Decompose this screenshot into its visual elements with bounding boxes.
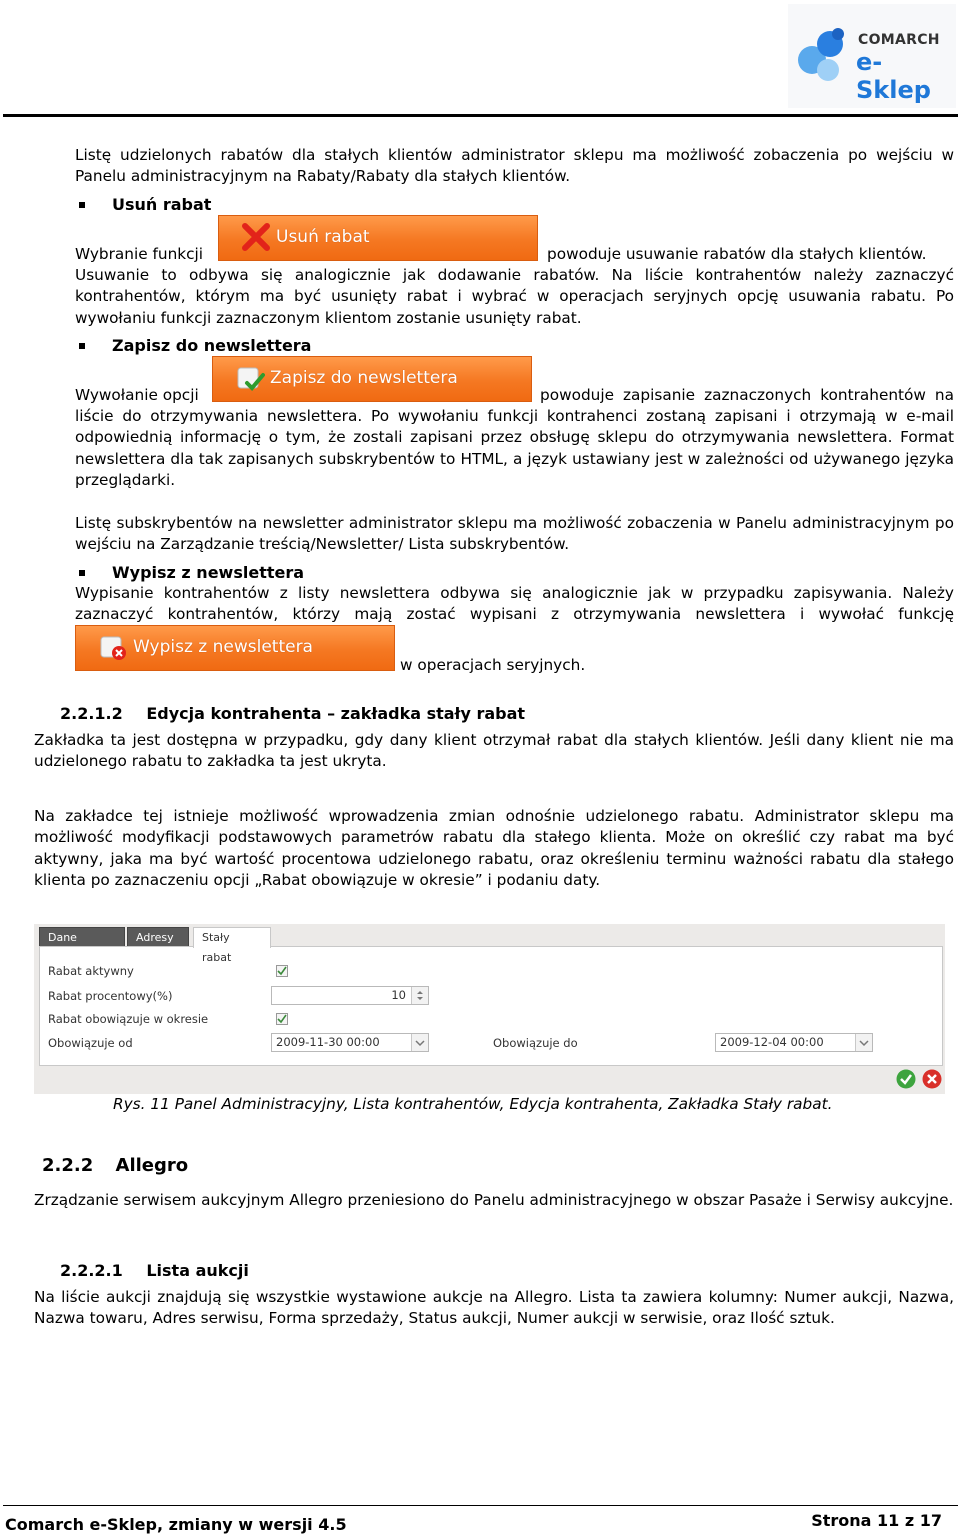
heading-title: Lista aukcji xyxy=(146,1261,249,1280)
heading-title: Allegro xyxy=(115,1155,189,1176)
heading-title: Edycja kontrahenta – zakładka stały rabat xyxy=(146,704,526,723)
date-to-field[interactable] xyxy=(715,1033,873,1052)
close-icon xyxy=(241,222,271,252)
label-rabat-okres: Rabat obowiązuje w okresie xyxy=(48,1012,209,1026)
label-obowiazuje-od: Obowiązuje od xyxy=(48,1036,133,1050)
bullet-marker xyxy=(79,343,85,349)
chevron-down-icon[interactable] xyxy=(855,1034,872,1051)
section-222-para: Zrządzanie serwisem aukcyjnym Allegro przeniesiono do Panelu administracyjnego w obszar Pasaże i Serwisy aukcyjne. xyxy=(34,1191,954,1209)
bullet-usun-rabat xyxy=(112,194,211,216)
bullet-label: Usuń rabat xyxy=(112,195,212,214)
zapisz-newsletter-button[interactable] xyxy=(212,356,532,402)
chevron-down-icon[interactable] xyxy=(411,1034,428,1051)
bullet-label: Wypisz z newslettera xyxy=(112,563,305,582)
zapisz-intro-text: Wywołanie opcji xyxy=(75,386,199,404)
label-obowiazuje-do: Obowiązuje do xyxy=(493,1036,578,1050)
section-2221-para: Na liście aukcji znajdują się wszystkie wystawione aukcje na Allegro. Lista ta zawiera kolumny: Numer aukcji, Nazwa, Nazwa towaru, Adres serwisu, Forma sprzedaży, Status aukcji, Numer aukcji w serwisie, oraz Ilość sztuk. xyxy=(34,1288,954,1328)
check-icon xyxy=(277,966,287,976)
zapisz-paragraph: liście do otrzymywania newslettera. Po wywołaniu funkcji kontrahenci zostaną zapisani i otrzymają w e-mail odpowiednią informację o tym, że zostali zapisani przez obsługę sklepu do otrzymywania newslettera. Format newslettera dla tak zapisanych subskrybentów to HTML, a język ustawiany jest w zależności od używanego języka przeglądarki. xyxy=(75,407,954,490)
wypisz-post-text: w operacjach seryjnych. xyxy=(400,656,586,674)
bullet-zapisz-newsletter xyxy=(112,335,311,357)
zapisz-post-text: powoduje zapisanie zaznaczonych kontrahentów na xyxy=(540,386,954,404)
label-rabat-aktywny: Rabat aktywny xyxy=(48,964,134,978)
stały-rabat-panel xyxy=(34,924,945,1094)
label-rabat-procentowy: Rabat procentowy(%) xyxy=(48,989,173,1003)
intro-paragraph: Listę udzielonych rabatów dla stałych klientów administrator sklepu ma możliwość zobaczenia po wejściu w Panelu administracyjnym na Rabaty/Rabaty dla stałych klientów. xyxy=(75,146,954,186)
newsletter-remove-icon xyxy=(98,632,128,662)
logo xyxy=(788,4,956,108)
bullet-label: Zapisz do newslettera xyxy=(112,336,312,355)
wypisz-paragraph: Wypisanie kontrahentów z listy newslettera odbywa się analogicznie jak w przypadku zapisywania. Należy zaznaczyć kontrahentów, którzy mają zostać wypisani z otrzymywania newslettera i wywołać funkcję xyxy=(75,584,954,624)
tab-adresy[interactable]: Adresy xyxy=(127,927,189,947)
wypisz-newsletter-button-label: Wypisz z newslettera xyxy=(133,637,313,657)
date-from-value: 2009-11-30 00:00 xyxy=(276,1035,380,1049)
heading-2212 xyxy=(60,703,525,725)
subscribers-paragraph: Listę subskrybentów na newsletter administrator sklepu ma możliwość zobaczenia w Panelu administracyjnym po wejściu na Zarządzanie treścią/Newsletter/ Lista subskrybentów. xyxy=(75,514,954,554)
footer-left: Comarch e-Sklep, zmiany w wersji 4.5 xyxy=(5,1515,347,1534)
heading-2221 xyxy=(60,1260,249,1282)
percent-value: 10 xyxy=(391,988,406,1002)
confirm-icon[interactable] xyxy=(896,1069,916,1089)
usun-post-text: powoduje usuwanie rabatów dla stałych klientów. xyxy=(547,245,927,263)
comarch-logo-icon xyxy=(796,20,852,90)
heading-number: 2.2.1.2 xyxy=(60,704,123,723)
bullet-marker xyxy=(79,570,85,576)
usun-intro-text: Wybranie funkcji xyxy=(75,245,204,263)
zapisz-newsletter-button-label: Zapisz do newslettera xyxy=(270,368,458,388)
cancel-icon[interactable] xyxy=(922,1069,942,1089)
heading-number: 2.2.2 xyxy=(42,1155,94,1176)
usun-rabat-button-label: Usuń rabat xyxy=(276,227,370,247)
bullet-marker xyxy=(79,202,85,208)
heading-222 xyxy=(42,1154,188,1178)
panel-form xyxy=(39,946,943,1066)
bullet-wypisz-newsletter xyxy=(112,562,304,584)
footer-rule xyxy=(3,1505,958,1506)
tab-dane-ogolne[interactable]: Dane xyxy=(39,927,125,947)
usun-rabat-button[interactable] xyxy=(218,215,538,261)
heading-number: 2.2.2.1 xyxy=(60,1261,123,1280)
section-2212-para2: Na zakładce tej istnieje możliwość wprowadzenia zmian odnośnie udzielonego rabatu. Administrator sklepu ma możliwość modyfikacji podstawowych parametrów rabatu dla stałego klienta. Może on określić czy rabat ma być aktywny, jaka ma być wartość procentowa udzielonego rabatu, oraz określeniu terminu ważności rabatu dla stałego klienta po zaznaczeniu opcji „Rabat obowiązuje w okresie” i podaniu daty. xyxy=(34,807,954,890)
check-icon xyxy=(277,1014,287,1024)
tab-staly-rabat[interactable]: Stały rabat xyxy=(193,927,271,948)
header-rule xyxy=(3,114,958,117)
usun-paragraph: Usuwanie to odbywa się analogicznie jak dodawanie rabatów. Na liście kontrahentów należy zaznaczyć kontrahentów, którym ma być usunięty rabat i wybrać w operacjach seryjnych opcję usuwania rabatu. Po wywołaniu funkcji zaznaczonym klientom zostanie usunięty rabat. xyxy=(75,266,954,327)
section-2212-para1: Zakładka ta jest dostępna w przypadku, gdy dany klient otrzymał rabat dla stałych klientów. Jeśli dany klient nie ma udzielonego rabatu to zakładka ta jest ukryta. xyxy=(34,731,954,771)
checkbox-rabat-okres[interactable] xyxy=(276,1013,288,1025)
newsletter-check-icon xyxy=(235,363,265,393)
date-to-value: 2009-12-04 00:00 xyxy=(720,1035,824,1049)
stepper-icon[interactable] xyxy=(411,987,428,1004)
percent-input[interactable] xyxy=(271,986,429,1005)
brand-top: COMARCH xyxy=(858,32,940,48)
brand-bottom: e-Sklep xyxy=(856,48,931,104)
footer-page-number: Strona 11 z 17 xyxy=(811,1511,942,1530)
checkbox-rabat-aktywny[interactable] xyxy=(276,965,288,977)
wypisz-newsletter-button[interactable] xyxy=(75,625,395,671)
figure-caption: Rys. 11 Panel Administracyjny, Lista kontrahentów, Edycja kontrahenta, Zakładka Stały rabat. xyxy=(113,1095,833,1113)
date-from-field[interactable] xyxy=(271,1033,429,1052)
